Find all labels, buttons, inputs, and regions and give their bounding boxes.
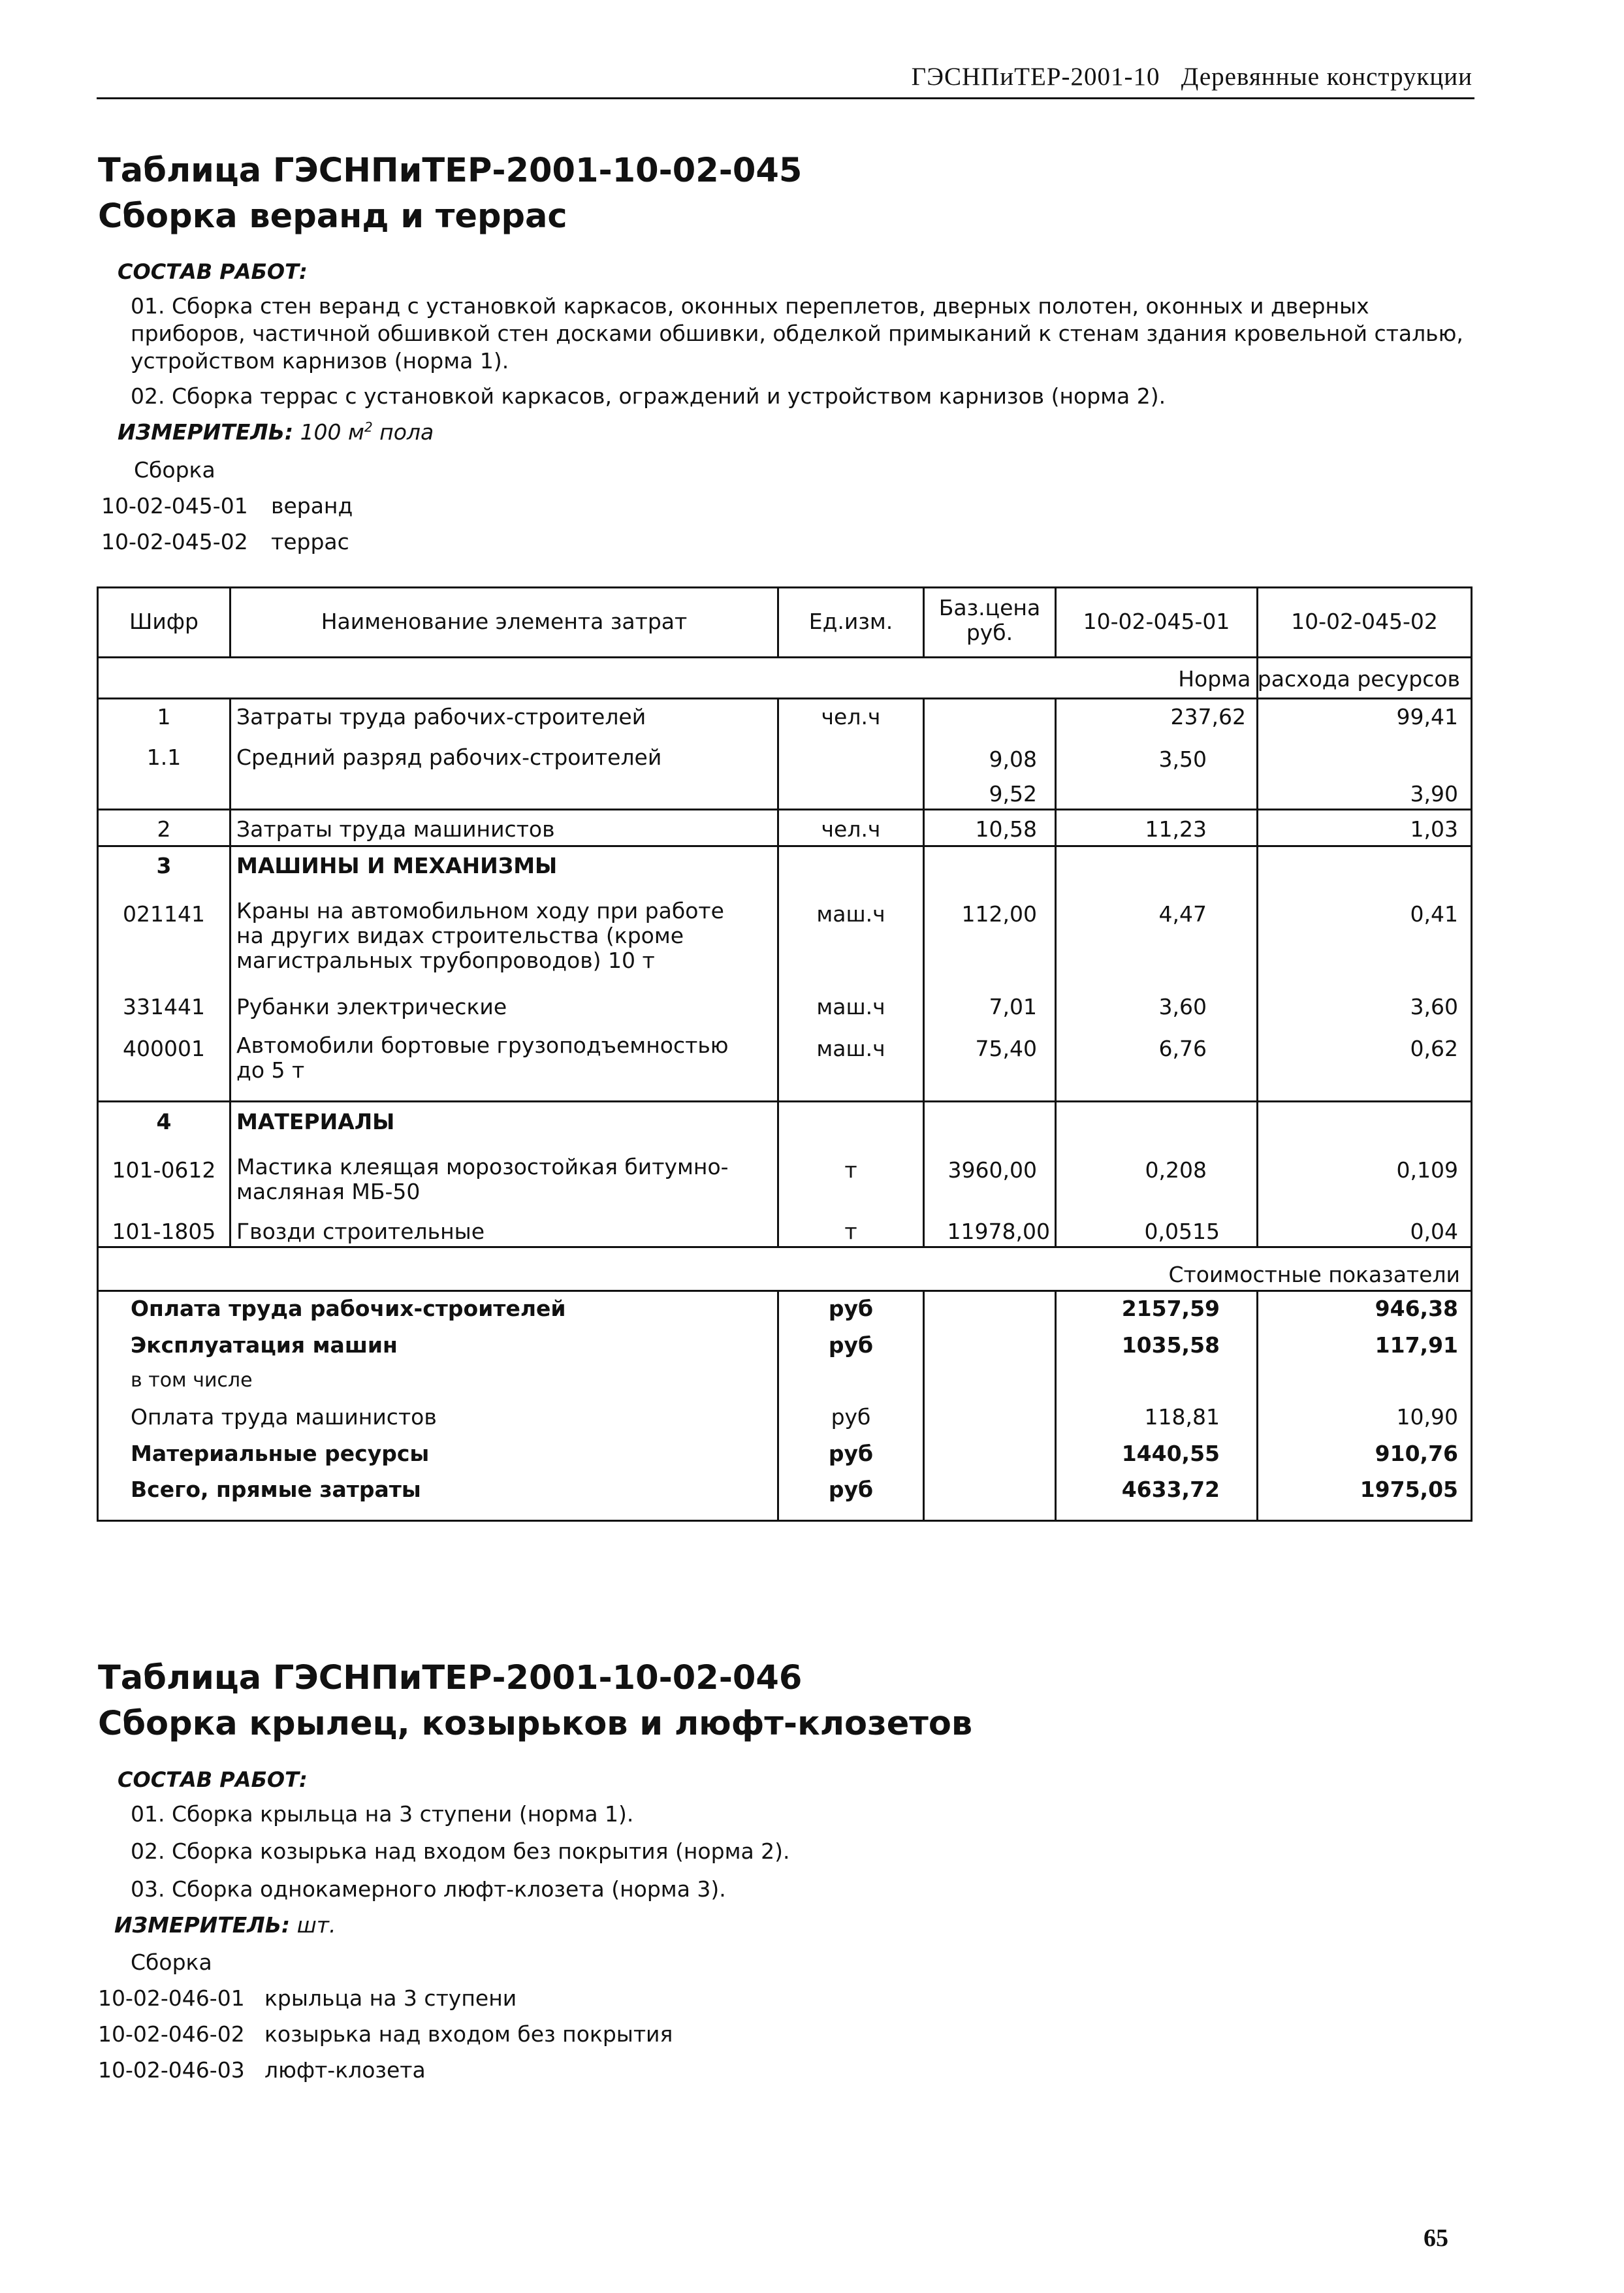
table-rule: [1256, 656, 1258, 1246]
cost-v2: 117,91: [1375, 1332, 1458, 1358]
row-v1: 0,208: [1145, 1157, 1207, 1183]
section-code: 3: [156, 853, 172, 878]
row-code: 021141: [123, 901, 205, 927]
cost-v2: 1975,05: [1360, 1477, 1458, 1502]
row-price: 75,40: [975, 1036, 1037, 1061]
row-name: Мастика клеящая морозостойкая битумно- масляная МБ-50: [236, 1154, 729, 1204]
table1-work-2: 02. Сборка террас с установкой каркасов, ограждений и устройством карнизов (норма 2).: [131, 383, 1166, 409]
table-rule: [1055, 698, 1057, 1246]
table1-heading: Таблица ГЭСНПиТЕР-2001-10-02-045: [98, 152, 803, 190]
table2-code-2: 10-02-046-02: [98, 2021, 245, 2047]
row-v1: 0,0515: [1144, 1219, 1220, 1244]
row-price: 9,08: [989, 746, 1037, 772]
table2-code-3: 10-02-046-03: [98, 2057, 245, 2083]
table2-heading: Таблица ГЭСНПиТЕР-2001-10-02-046: [98, 1659, 803, 1697]
table-rule: [97, 845, 1473, 847]
table-rule: [923, 1290, 925, 1522]
table2-code-3-name: люфт-клозета: [264, 2057, 426, 2083]
cost-unit: руб: [828, 1332, 874, 1358]
row-v2: 3,60: [1410, 994, 1458, 1019]
resource-table: [97, 586, 1473, 1522]
table-rule: [97, 698, 1473, 699]
row-code: 1: [157, 704, 171, 730]
row-v2: 0,41: [1410, 901, 1458, 927]
row-v1: 3,60: [1158, 994, 1207, 1019]
row-name: Затраты труда машинистов: [236, 816, 555, 842]
cost-unit: руб: [831, 1404, 871, 1430]
table-rule: [923, 698, 925, 1246]
row-unit: т: [844, 1157, 857, 1183]
row-code: 1.1: [146, 745, 182, 770]
row-v1: 11,23: [1145, 816, 1207, 842]
table1-work-1: 01. Сборка стен веранд с установкой каркасов, оконных переплетов, дверных полотен, оконных и дверных приборов, частичной обшивкой стен досками обшивки, обделкой примыканий к стенам здания кровельной сталью, устройством карнизов (норма 1).: [131, 293, 1463, 374]
section-code: 4: [156, 1109, 172, 1134]
table-rule: [97, 1520, 1473, 1522]
table2-work-2: 02. Сборка козырька над входом без покрытия (норма 2).: [131, 1838, 790, 1864]
table2-code-2-name: козырька над входом без покрытия: [264, 2021, 673, 2047]
cost-header: Стоимостные показатели: [1168, 1262, 1460, 1287]
row-code: 400001: [123, 1036, 205, 1061]
table-rule: [97, 1100, 1473, 1102]
row-name: Гвозди строительные: [236, 1219, 485, 1244]
table-rule: [1256, 1290, 1258, 1522]
col-header-price: Баз.цена руб.: [938, 595, 1041, 645]
cost-unit: руб: [828, 1477, 874, 1502]
cost-unit: руб: [828, 1441, 874, 1466]
row-price: 7,01: [989, 994, 1037, 1019]
cost-v2: 910,76: [1375, 1441, 1458, 1466]
row-v2: 3,90: [1410, 781, 1458, 807]
row-unit: чел.ч: [821, 704, 881, 730]
table-rule: [97, 586, 1473, 588]
col-header-name: Наименование элемента затрат: [321, 609, 688, 634]
row-price: 9,52: [989, 781, 1037, 807]
table2-work-label: СОСТАВ РАБОТ:: [118, 1767, 308, 1792]
table1-group-label: Сборка: [134, 457, 215, 483]
cost-unit: руб: [828, 1296, 874, 1321]
cost-v2: 10,90: [1396, 1404, 1458, 1430]
row-code: 331441: [123, 994, 205, 1019]
cost-v2: 946,38: [1375, 1296, 1458, 1321]
table2-title: Сборка крылец, козырьков и люфт-клозетов: [98, 1705, 973, 1743]
table2-work-3: 03. Сборка однокамерного люфт-клозета (норма 3).: [131, 1876, 726, 1902]
row-name: Затраты труда рабочих-строителей: [236, 704, 646, 730]
row-code: 101-0612: [112, 1157, 216, 1183]
cost-label: Всего, прямые затраты: [131, 1477, 421, 1502]
table-rule: [1055, 1290, 1057, 1522]
table2-code-1-name: крыльца на 3 ступени: [264, 1985, 517, 2011]
col-header-unit: Ед.изм.: [808, 609, 893, 634]
cost-v1: 1035,58: [1121, 1332, 1220, 1358]
meter-value: шт.: [296, 1912, 336, 1938]
row-price: 112,00: [961, 901, 1037, 927]
row-v1: 6,76: [1158, 1036, 1207, 1061]
cost-label: Оплата труда машинистов: [131, 1404, 437, 1430]
cost-label: Материальные ресурсы: [131, 1441, 430, 1466]
col-header-code: Шифр: [129, 609, 199, 634]
row-unit: маш.ч: [816, 901, 885, 927]
row-price: 10,58: [975, 816, 1037, 842]
row-name: Средний разряд рабочих-строителей: [236, 745, 662, 770]
row-v2: 0,109: [1396, 1157, 1458, 1183]
page-number: 65: [1424, 2224, 1448, 2252]
table1-code-2-name: террас: [271, 529, 349, 554]
row-unit: маш.ч: [816, 994, 885, 1019]
row-unit: т: [844, 1219, 857, 1244]
cost-v1: 118,81: [1144, 1404, 1220, 1430]
table1-title: Сборка веранд и террас: [98, 197, 567, 236]
table-rule: [97, 1290, 1473, 1292]
row-v2: 99,41: [1396, 704, 1458, 730]
cost-label: Эксплуатация машин: [131, 1332, 398, 1358]
meter-label: ИЗМЕРИТЕЛЬ:: [118, 419, 294, 445]
col-header-norm-1: 10-02-045-01: [1083, 609, 1230, 634]
row-v2: 0,62: [1410, 1036, 1458, 1061]
row-v1: 237,62: [1170, 704, 1246, 730]
row-name: Автомобили бортовые грузоподъемностью до 5 т: [236, 1033, 729, 1083]
meter-value: 100 $м^2$ пола: [300, 419, 434, 445]
section-title-materials: МАТЕРИАЛЫ: [236, 1109, 395, 1134]
header-section: Деревянные конструкции: [1181, 63, 1473, 91]
section-title-machines: МАШИНЫ И МЕХАНИЗМЫ: [236, 853, 558, 878]
table1-meter: [118, 419, 434, 445]
header-divider: [97, 97, 1474, 99]
table-rule: [1471, 586, 1473, 1522]
row-price: 3960,00: [947, 1157, 1037, 1183]
row-v2: 1,03: [1410, 816, 1458, 842]
row-name: Краны на автомобильном ходу при работе на других видах строительства (кроме магистральных трубопроводов) 10 т: [236, 898, 724, 973]
row-unit: чел.ч: [821, 816, 881, 842]
row-unit: маш.ч: [816, 1036, 885, 1061]
norms-header: Норма расхода ресурсов: [1178, 666, 1460, 692]
cost-v1: 2157,59: [1121, 1296, 1220, 1321]
header-code: ГЭСНПиТЕР-2001-10: [911, 63, 1160, 91]
row-v1: 4,47: [1158, 901, 1207, 927]
row-v2: 0,04: [1410, 1219, 1458, 1244]
row-code: 101-1805: [112, 1219, 216, 1244]
table-rule: [229, 698, 231, 1246]
running-header: [836, 62, 1473, 91]
meter-label: ИЗМЕРИТЕЛЬ:: [114, 1912, 291, 1938]
col-header-norm-2: 10-02-045-02: [1291, 609, 1438, 634]
row-v1: 3,50: [1158, 746, 1207, 772]
table-rule: [97, 656, 1473, 658]
table1-code-2: 10-02-045-02: [101, 529, 248, 554]
table-rule: [97, 1246, 1473, 1248]
table1-code-1-name: веранд: [271, 493, 353, 519]
table-rule: [97, 809, 1473, 810]
cost-label: Оплата труда рабочих-строителей: [131, 1296, 566, 1321]
row-code: 2: [157, 816, 171, 842]
cost-label: в том числе: [131, 1369, 253, 1392]
table2-work-1: 01. Сборка крыльца на 3 ступени (норма 1).: [131, 1801, 634, 1827]
cost-v1: 4633,72: [1121, 1477, 1220, 1502]
table1-code-1: 10-02-045-01: [101, 493, 248, 519]
row-price: 11978,00: [947, 1219, 1050, 1244]
table2-meter: [114, 1912, 336, 1938]
table2-group-label: Сборка: [131, 1949, 212, 1975]
table2-code-1: 10-02-046-01: [98, 1985, 245, 2011]
table1-work-label: СОСТАВ РАБОТ:: [118, 259, 308, 284]
cost-v1: 1440,55: [1121, 1441, 1220, 1466]
row-name: Рубанки электрические: [236, 994, 507, 1019]
